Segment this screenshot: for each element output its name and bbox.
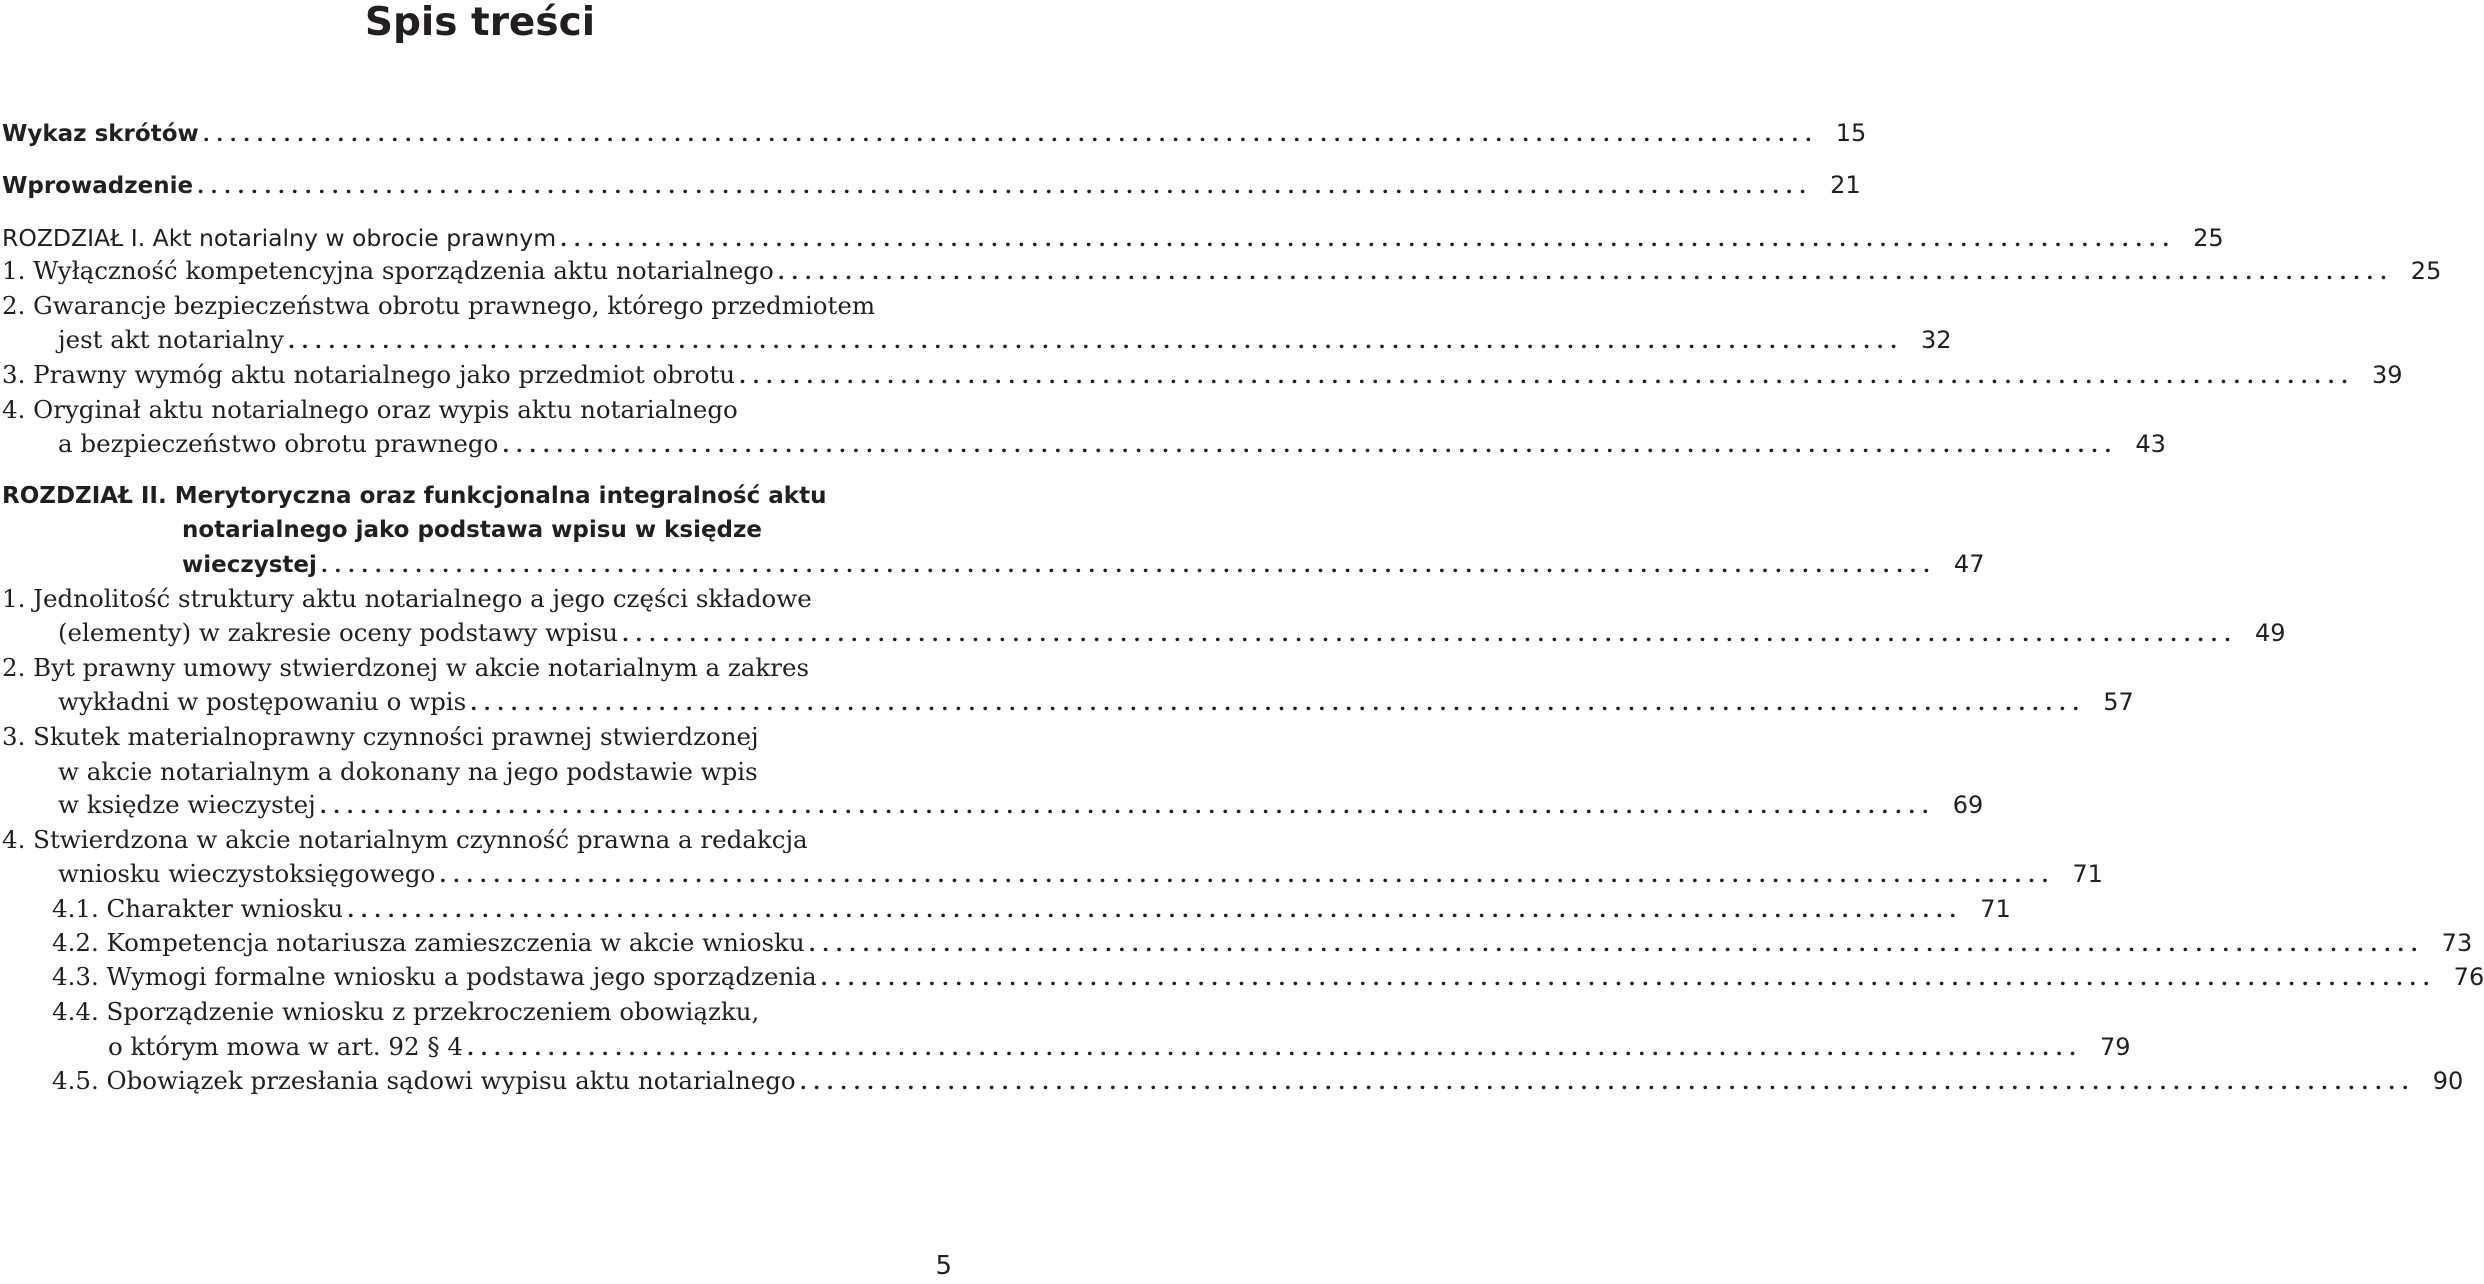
toc-entry-title: 1. Wyłączność kompetencyjna sporządzenia aktu notarialnego: [2, 256, 774, 285]
toc-page-number: 79: [2100, 1033, 2131, 1061]
toc-entry: [58, 616, 2286, 651]
toc-entry-title: o którym mowa w art. 92 § 4: [108, 1032, 463, 1061]
toc-entry-title: wykładni w postępowaniu o wpis: [58, 687, 467, 716]
toc-page-number: 39: [2372, 361, 2403, 389]
toc-entry-title: 4. Oryginał aktu notarialnego oraz wypis aktu notarialnego: [2, 395, 738, 424]
toc-page-number: 49: [2254, 619, 2286, 647]
toc-entry-title: Wprowadzenie: [2, 173, 194, 199]
toc-page-number: 90: [2432, 1067, 2464, 1095]
toc-entry: [2, 823, 954, 857]
toc-entry-title: jest akt notarialny: [58, 325, 284, 354]
toc-page-number: 71: [2072, 860, 2103, 888]
toc-entry: [2, 358, 2403, 393]
dot-leader: ........................................................................................................................: [470, 691, 2086, 715]
toc-entry: [52, 1064, 2464, 1099]
toc-entry-title: 4.1. Charakter wniosku: [52, 894, 344, 923]
toc-entry: [108, 1030, 2131, 1065]
dot-leader: ........................................................................................................................: [439, 863, 2055, 887]
toc-page-number: 47: [1953, 550, 1985, 578]
toc-entry: [2, 168, 1861, 203]
toc-entry-title: w akcie notarialnym a dokonany na jego podstawie wpis: [58, 757, 758, 786]
toc-entry-title: 2. Byt prawny umowy stwierdzonej w akcie notarialnym a zakres: [2, 653, 810, 682]
toc-entry: [52, 926, 2473, 961]
toc-entry: [2, 582, 954, 616]
dot-leader: ........................................................................................................................: [820, 966, 2437, 990]
toc-entry: [2, 651, 954, 685]
dot-leader: ........................................................................................................................: [621, 622, 2238, 646]
dot-leader: ........................................................................................................................: [467, 1036, 2083, 1060]
toc-entry-title: ROZDZIAŁ I. Akt notarialny w obrocie prawnym: [2, 224, 557, 252]
toc-entry: [182, 513, 954, 547]
toc-entry-title: wniosku wieczystoksięgowego: [58, 859, 436, 888]
dot-leader: ........................................................................................................................: [739, 364, 2355, 388]
toc-entry: [2, 221, 2224, 256]
toc-entry-title: notarialnego jako podstawa wpisu w księdze: [182, 517, 763, 543]
toc-entry: [52, 995, 954, 1029]
toc-entry-title: 4.5. Obowiązek przesłania sądowi wypisu aktu notarialnego: [52, 1066, 796, 1095]
toc-entry: [2, 289, 954, 323]
toc-entry-title: 2. Gwarancje bezpieczeństwa obrotu prawnego, którego przedmiotem: [2, 291, 876, 320]
toc-entry: [2, 254, 2442, 289]
toc-entry: [2, 720, 954, 754]
dot-leader: ........................................................................................................................: [799, 1070, 2416, 1094]
page-number: 5: [935, 1251, 952, 1281]
toc-entry: [52, 960, 2484, 995]
toc-entry: [58, 685, 2134, 720]
toc-entry-title: 1. Jednolitość struktury aktu notarialnego a jego części składowe: [2, 584, 812, 613]
toc-page-number: 76: [2453, 963, 2484, 991]
toc-page-number: 25: [2193, 224, 2224, 252]
toc-entry: [2, 116, 1867, 151]
toc-entry: [182, 547, 1985, 582]
toc-entry: [58, 788, 1984, 823]
toc-entry-title: a bezpieczeństwo obrotu prawnego: [58, 429, 499, 458]
toc-entry: [2, 479, 954, 513]
toc-entry: [58, 323, 1952, 358]
toc-entry-title: 3. Skutek materialnoprawny czynności prawnej stwierdzonej: [2, 722, 759, 751]
toc-page-number: 69: [1952, 791, 1984, 819]
toc-page-number: 21: [1830, 171, 1861, 199]
dot-leader: ........................................................................................................................: [197, 174, 1813, 198]
toc-page-number: 32: [1920, 326, 1952, 354]
dot-leader: ........................................................................................................................: [202, 122, 1819, 146]
toc-entry: [58, 755, 954, 789]
dot-leader: ........................................................................................................................: [287, 329, 1904, 353]
toc-entry-title: 4.2. Kompetencja notariusza zamieszczenia w akcie wniosku: [52, 928, 805, 957]
toc-entry-title: 3. Prawny wymóg aktu notarialnego jako przedmiot obrotu: [2, 360, 735, 389]
toc-page-number: 43: [2135, 430, 2166, 458]
toc-entry-title: 4.3. Wymogi formalne wniosku a podstawa jego sporządzenia: [52, 962, 817, 991]
toc-entry: [2, 393, 954, 427]
toc-entry-title: wieczystej: [182, 552, 317, 578]
toc-entry: [58, 427, 2166, 462]
toc-entry-title: 4.4. Sporządzenie wniosku z przekroczeniem obowiązku,: [52, 997, 760, 1026]
dot-leader: ........................................................................................................................: [808, 932, 2425, 956]
toc-page-number: 71: [1980, 895, 2011, 923]
toc-entry-title: Wykaz skrótów: [2, 121, 199, 147]
page-title: Spis treści: [364, 0, 596, 45]
dot-leader: ........................................................................................................................: [502, 433, 2118, 457]
toc-page-number: 57: [2103, 688, 2134, 716]
dot-leader: ........................................................................................................................: [560, 227, 2176, 251]
toc-entry-title: w księdze wieczystej: [58, 790, 316, 819]
dot-leader: ........................................................................................................................: [320, 553, 1937, 577]
dot-leader: ........................................................................................................................: [347, 898, 1963, 922]
toc-page-number: 73: [2441, 929, 2473, 957]
dot-leader: ........................................................................................................................: [319, 794, 1936, 818]
toc-page-number: 25: [2410, 257, 2442, 285]
toc-entry-title: 4. Stwierdzona w akcie notarialnym czynność prawna a redakcja: [2, 825, 808, 854]
dot-leader: ........................................................................................................................: [777, 260, 2394, 284]
toc-entry: [58, 857, 2103, 892]
toc-entry-title: (elementy) w zakresie oceny podstawy wpisu: [58, 618, 618, 647]
toc-entry: [52, 892, 2011, 927]
toc-page-number: 15: [1835, 119, 1867, 147]
toc-entry-title: ROZDZIAŁ II. Merytoryczna oraz funkcjonalna integralność aktu: [2, 483, 827, 509]
